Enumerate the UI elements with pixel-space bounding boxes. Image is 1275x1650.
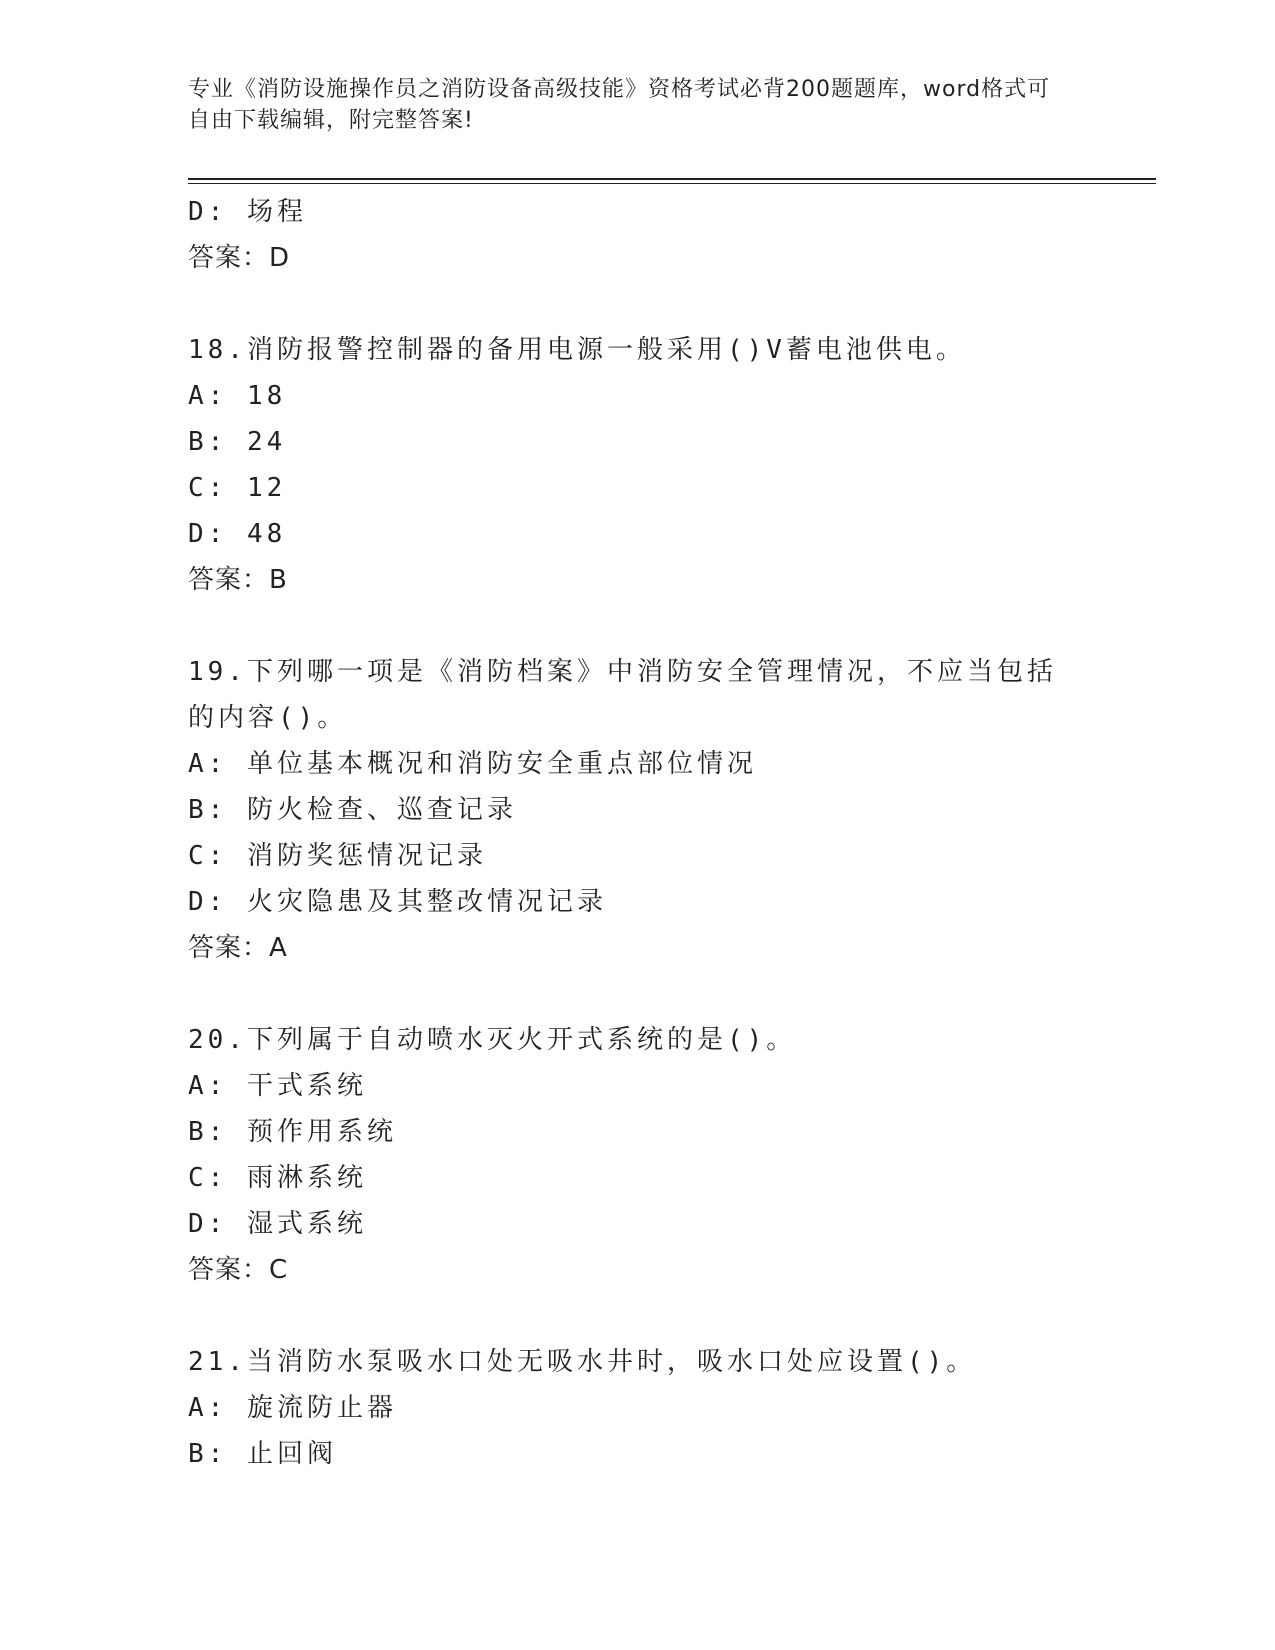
- spacer: [188, 281, 1088, 327]
- question-20-option-b: B: 预作用系统: [188, 1117, 397, 1147]
- spacer: [188, 1293, 1088, 1339]
- question-18-answer: 答案：B: [188, 565, 288, 595]
- spacer: [188, 603, 1088, 649]
- question-19-option-d: D: 火灾隐患及其整改情况记录: [188, 887, 607, 917]
- question-19-text: 19.下列哪一项是《消防档案》中消防安全管理情况，不应当包括的内容()。: [188, 657, 1057, 733]
- question-20-option-a: A: 干式系统: [188, 1071, 367, 1101]
- question-20-option-d: D: 湿式系统: [188, 1209, 367, 1239]
- question-19-option-b: B: 防火检查、巡查记录: [188, 795, 517, 825]
- question-21-option-a: A: 旋流防止器: [188, 1393, 397, 1423]
- answer-line: 答案：D: [188, 243, 291, 273]
- question-19-option-a: A: 单位基本概况和消防安全重点部位情况: [188, 749, 757, 779]
- question-19-answer: 答案：A: [188, 933, 288, 963]
- question-18-text: 18.消防报警控制器的备用电源一般采用()V蓄电池供电。: [188, 335, 966, 365]
- question-20-answer: 答案：C: [188, 1255, 289, 1285]
- question-20-text: 20.下列属于自动喷水灭火开式系统的是()。: [188, 1025, 797, 1055]
- question-18-option-c: C: 12: [188, 473, 287, 503]
- question-list: [188, 189, 1088, 1477]
- question-18-option-a: A: 18: [188, 381, 287, 411]
- question-21-text: 21.当消防水泵吸水口处无吸水井时，吸水口处应设置()。: [188, 1347, 977, 1377]
- question-18-option-d: D: 48: [188, 519, 287, 549]
- header-divider-thick: [188, 178, 1156, 180]
- spacer: [188, 971, 1088, 1017]
- option-d: D: 场程: [188, 197, 307, 227]
- question-18-option-b: B: 24: [188, 427, 287, 457]
- page-header: 专业《消防设施操作员之消防设备高级技能》资格考试必背200题题库，word格式可自由下载编辑，附完整答案!: [188, 77, 1051, 133]
- question-20-option-c: C: 雨淋系统: [188, 1163, 367, 1193]
- header-divider-thin: [188, 183, 1156, 184]
- question-21-option-b: B: 止回阀: [188, 1439, 337, 1469]
- question-19-option-c: C: 消防奖惩情况记录: [188, 841, 487, 871]
